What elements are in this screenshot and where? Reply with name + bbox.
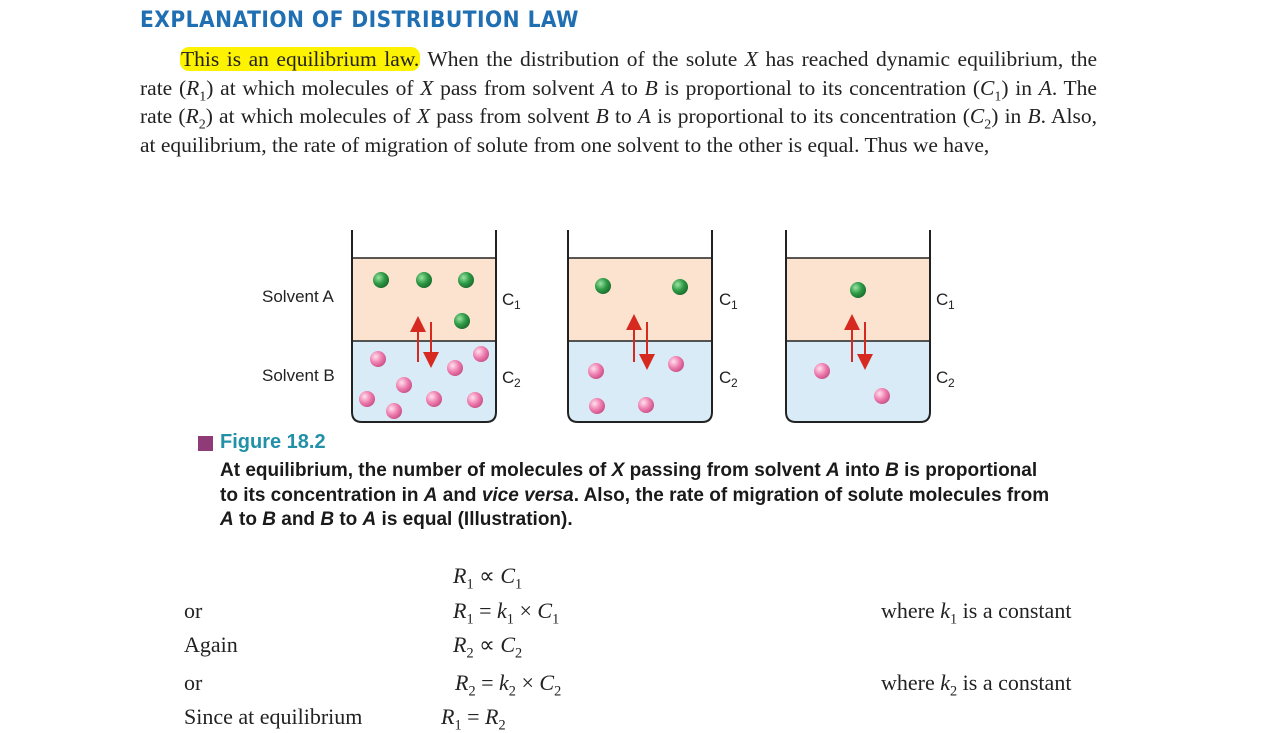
solute-molecule-pink xyxy=(467,392,483,408)
solvent-a-layer xyxy=(352,258,496,341)
equation-r1-prop-c1: $R_1 \propto C_1$ xyxy=(453,563,523,593)
or-label: or xyxy=(184,670,203,695)
figure-marker-icon xyxy=(198,436,213,451)
solute-molecule-green xyxy=(458,272,474,288)
c2-label xyxy=(719,368,738,390)
svg-text:1: 1 xyxy=(514,298,521,312)
solute-molecule-pink xyxy=(386,403,402,419)
c2-label xyxy=(502,368,521,390)
figure-caption: At equilibrium, the number of molecules of X passing from solvent A into B is proportional to its concentration in A and vice versa. Also, the rate of migration of solute molecules from A to B and B to A is equal (Illustration). xyxy=(220,460,1050,530)
solute-molecule-pink xyxy=(814,363,830,379)
solvent-a-layer xyxy=(568,258,712,341)
explanation-paragraph: This is an equilibrium law. When the distribution of the solute X has reached dynamic equilibrium, the rate $(R_1)$ at which molecules of X pass from solvent A to B is proportional to its concentration $(C_1)$ in A. The rate $(R_2)$ at which molecules of X pass from solvent B to A is proportional to its concentration $(C_2)$ in B. Also, at equilibrium, the rate of migration of solute from one solvent to the other is equal. Thus we have, xyxy=(140,47,1098,158)
or-label: or xyxy=(184,598,203,623)
svg-text:1: 1 xyxy=(731,298,738,312)
equation-r2-k2-c2: $R_2 = k_2 \times C_2$ xyxy=(455,670,562,700)
solute-molecule-green xyxy=(850,282,866,298)
svg-text:C: C xyxy=(936,368,949,387)
svg-text:C: C xyxy=(502,368,515,387)
solute-molecule-pink xyxy=(668,356,684,372)
equation-r2-prop-c2: $R_2 \propto C_2$ xyxy=(453,632,523,662)
solute-molecule-pink xyxy=(638,397,654,413)
c1-label xyxy=(719,290,738,312)
beaker-2 xyxy=(568,230,712,422)
svg-text:2: 2 xyxy=(514,376,521,390)
solute-molecule-pink xyxy=(359,391,375,407)
solute-molecule-pink xyxy=(589,398,605,414)
solute-molecule-pink xyxy=(588,363,604,379)
svg-text:2: 2 xyxy=(731,376,738,390)
beaker-3 xyxy=(786,230,930,422)
since-equilibrium-label: Since at equilibrium xyxy=(184,704,363,729)
again-label: Again xyxy=(184,632,238,657)
equation-r1-equals-r2: $R_1 = R_2$ xyxy=(441,704,506,733)
solute-molecule-green xyxy=(595,278,611,294)
solute-molecule-pink xyxy=(473,346,489,362)
solute-molecule-pink xyxy=(874,388,890,404)
highlighted-sentence: This is an equilibrium law. xyxy=(181,47,420,71)
c1-label xyxy=(936,290,955,312)
section-heading: EXPLANATION OF DISTRIBUTION LAW xyxy=(140,8,579,33)
solute-molecule-pink xyxy=(370,351,386,367)
svg-text:C: C xyxy=(719,290,732,309)
where-k2-note: where $k_2$ is a constant xyxy=(881,670,1072,700)
equation-r1-k1-c1: $R_1 = k_1 \times C_1$ xyxy=(453,598,560,628)
svg-text:C: C xyxy=(719,368,732,387)
svg-text:2: 2 xyxy=(948,376,955,390)
svg-text:C: C xyxy=(502,290,515,309)
svg-text:C: C xyxy=(936,290,949,309)
solute-molecule-pink xyxy=(396,377,412,393)
solute-molecule-green xyxy=(373,272,389,288)
solute-molecule-green xyxy=(672,279,688,295)
where-k1-note: where $k_1$ is a constant xyxy=(881,598,1072,628)
c2-label xyxy=(936,368,955,390)
solvent-a-label: Solvent A xyxy=(262,287,334,306)
beaker-1 xyxy=(352,230,496,422)
c1-label xyxy=(502,290,521,312)
solvent-b-label: Solvent B xyxy=(262,366,335,385)
solvent-b-layer xyxy=(786,341,930,422)
figure-label: Figure 18.2 xyxy=(220,431,326,453)
svg-text:1: 1 xyxy=(948,298,955,312)
solute-molecule-green xyxy=(454,313,470,329)
solute-molecule-pink xyxy=(447,360,463,376)
solvent-a-layer xyxy=(786,258,930,341)
solute-molecule-pink xyxy=(426,391,442,407)
solute-molecule-green xyxy=(416,272,432,288)
